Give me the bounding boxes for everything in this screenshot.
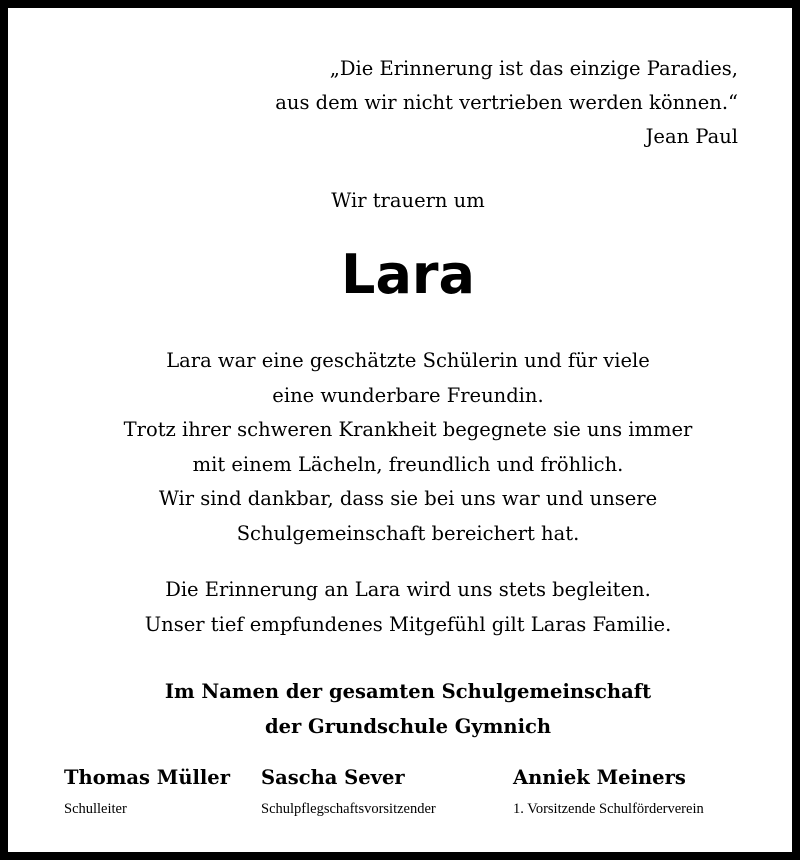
tribute-line: mit einem Lächeln, freundlich und fröhlich. bbox=[192, 452, 624, 476]
epigraph-quote bbox=[275, 52, 738, 154]
tribute-line: Wir sind dankbar, dass sie bei uns war und unsere bbox=[158, 487, 658, 511]
deceased-name: Lara bbox=[341, 243, 475, 306]
signatory bbox=[261, 763, 436, 821]
signatory bbox=[513, 763, 704, 821]
tribute-line: Schulgemeinschaft bereichert hat. bbox=[236, 521, 580, 545]
closing-line: Die Erinnerung an Lara wird uns stets begleiten. bbox=[165, 578, 651, 601]
signatory-name: Thomas Müller bbox=[64, 766, 230, 789]
on-behalf-heading bbox=[8, 674, 800, 744]
quote-line: aus dem wir nicht vertrieben werden können.“ bbox=[275, 91, 738, 114]
signatory-name: Sascha Sever bbox=[261, 766, 405, 789]
signatory-role: 1. Vorsitzende Schulförderverein bbox=[513, 801, 704, 817]
tribute-text bbox=[8, 344, 800, 552]
mourning-intro: Wir trauern um bbox=[331, 189, 485, 212]
on-behalf-line: der Grundschule Gymnich bbox=[264, 715, 552, 738]
on-behalf-line: Im Namen der gesamten Schulgemeinschaft bbox=[164, 680, 652, 703]
tribute-line: Lara war eine geschätzte Schülerin und für viele bbox=[166, 349, 650, 372]
signatory bbox=[64, 763, 230, 821]
signatory-role: Schulpflegschaftsvorsitzender bbox=[261, 801, 436, 817]
closing-text bbox=[8, 572, 800, 642]
closing-line: Unser tief empfundenes Mitgefühl gilt Laras Familie. bbox=[144, 613, 672, 636]
quote-line: „Die Erinnerung ist das einzige Paradies, bbox=[329, 57, 738, 80]
quote-author: Jean Paul bbox=[645, 125, 738, 148]
signatory-name: Anniek Meiners bbox=[513, 766, 686, 789]
tribute-line: Trotz ihrer schweren Krankheit begegnete sie uns immer bbox=[123, 418, 693, 442]
signatory-role: Schulleiter bbox=[64, 801, 127, 817]
tribute-line: eine wunderbare Freundin. bbox=[272, 383, 544, 407]
